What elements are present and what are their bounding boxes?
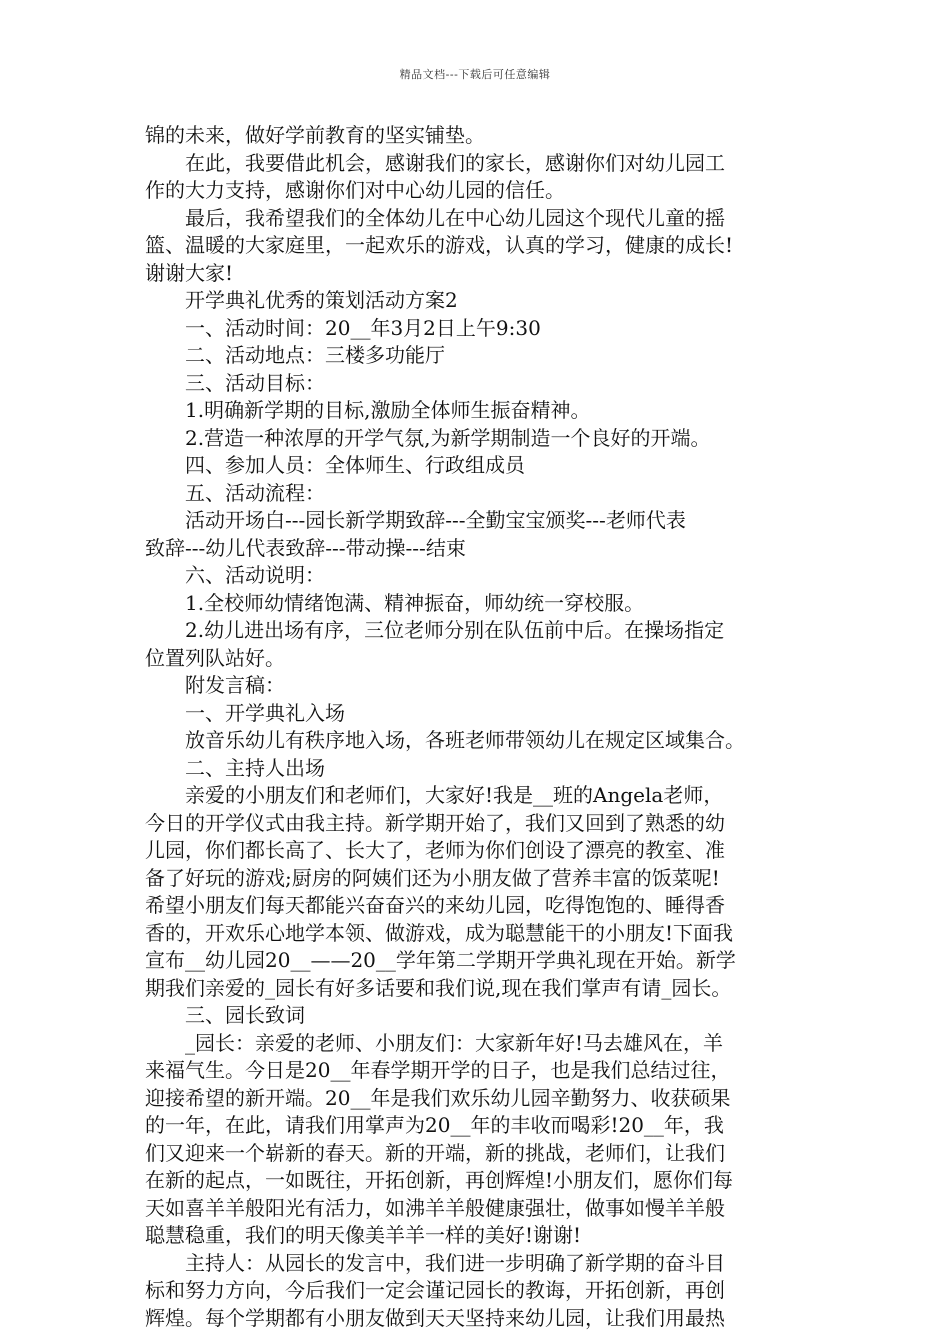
text-line: 1.明确新学期的目标,激励全体师生振奋精神。: [145, 398, 591, 422]
text-line: 辉煌。每个学期都有小朋友做到天天坚持来幼儿园，让我们用最热: [145, 1305, 725, 1330]
text-line: 亲爱的小朋友们和老师们，大家好!我是__班的Angela老师，: [145, 783, 724, 807]
text-line: 今日的开学仪式由我主持。新学期开始了，我们又回到了熟悉的幼: [145, 810, 725, 835]
text-line: 一、开学典礼入场: [145, 700, 345, 725]
text-line: 在新的起点，一如既往，开拓创新，再创辉煌!小朋友们，愿你们每: [145, 1168, 734, 1192]
text-line: 三、园长致词: [145, 1003, 305, 1027]
text-line: 的一年，在此，请我们用掌声为20__年的丰收而喝彩!20__年，我: [145, 1113, 724, 1137]
text-line: 篮、温暖的大家庭里，一起欢乐的游戏，认真的学习，健康的成长!: [145, 233, 734, 257]
text-line: 活动开场白---园长新学期致辞---全勤宝宝颁奖---老师代表: [145, 508, 686, 532]
text-line: 标和努力方向，今后我们一定会谨记园长的教诲，开拓创新，再创: [145, 1278, 725, 1302]
text-line: 附发言稿：: [145, 673, 285, 697]
text-line: 二、主持人出场: [145, 755, 325, 780]
text-line: 2.营造一种浓厚的开学气氛,为新学期制造一个良好的开端。: [145, 425, 711, 450]
text-line: 在此，我要借此机会，感谢我们的家长，感谢你们对幼儿园工: [145, 150, 725, 175]
text-line: 三、活动目标：: [145, 370, 325, 395]
text-line: 聪慧稳重，我们的明天像美羊羊一样的美好!谢谢!: [145, 1223, 582, 1247]
text-line: 主持人：从园长的发言中，我们进一步明确了新学期的奋斗目: [145, 1250, 725, 1275]
page-header: 精品文档---下载后可任意编辑: [399, 68, 551, 81]
text-line: 二、活动地点：三楼多功能厅: [145, 343, 445, 367]
text-line: 希望小朋友们每天都能兴奋奋兴的来幼儿园，吃得饱饱的、睡得香: [145, 893, 725, 917]
text-line: 六、活动说明：: [145, 563, 325, 587]
text-line: _园长：亲爱的老师、小朋友们：大家新年好!马去雄风在，羊: [145, 1030, 724, 1055]
text-line: 天如喜羊羊般阳光有活力，如沸羊羊般健康强壮，做事如慢羊羊般: [145, 1195, 725, 1220]
text-line: 五、活动流程：: [145, 480, 325, 505]
document-body: [145, 122, 813, 1332]
text-line: 四、参加人员：全体师生、行政组成员: [145, 453, 525, 477]
text-line: 儿园，你们都长高了、长大了，老师为你们创设了漂亮的教室、准: [145, 838, 725, 862]
text-line: 放音乐幼儿有秩序地入场，各班老师带领幼儿在规定区域集合。: [145, 728, 745, 752]
section-title: 开学典礼优秀的策划活动方案2: [145, 288, 458, 312]
text-line: 作的大力支持，感谢你们对中心幼儿园的信任。: [145, 178, 565, 202]
text-line: 致辞---幼儿代表致辞---带动操---结束: [145, 535, 466, 560]
text-line: 谢谢大家!: [145, 260, 234, 285]
text-line: 迎接希望的新开端。20__年是我们欢乐幼儿园辛勤努力、收获硕果: [145, 1085, 731, 1110]
text-line: 一、活动时间：20__年3月2日上午9:30: [145, 315, 541, 340]
text-line: 们又迎来一个崭新的春天。新的开端，新的挑战，老师们，让我们: [145, 1140, 725, 1165]
text-line: 1.全校师幼情绪饱满、精神振奋，师幼统一穿校服。: [145, 590, 645, 615]
text-line: 锦的未来，做好学前教育的坚实铺垫。: [145, 123, 485, 147]
text-line: 期我们亲爱的_园长有好多话要和我们说,现在我们掌声有请_园长。: [145, 975, 732, 1000]
text-line: 宣布__幼儿园20__——20__学年第二学期开学典礼现在开始。新学: [145, 948, 736, 972]
text-line: 最后，我希望我们的全体幼儿在中心幼儿园这个现代儿童的摇: [145, 205, 725, 230]
text-line: 2.幼儿进出场有序，三位老师分别在队伍前中后。在操场指定: [145, 618, 725, 642]
text-line: 来福气生。今日是20__年春学期开学的日子，也是我们总结过往，: [145, 1058, 731, 1082]
text-line: 位置列队站好。: [145, 645, 285, 670]
text-line: 备了好玩的游戏;厨房的阿姨们还为小朋友做了营养丰富的饭菜呢!: [145, 865, 720, 890]
text-line: 香的，开欢乐心地学本领、做游戏，成为聪慧能干的小朋友!下面我: [145, 920, 734, 945]
